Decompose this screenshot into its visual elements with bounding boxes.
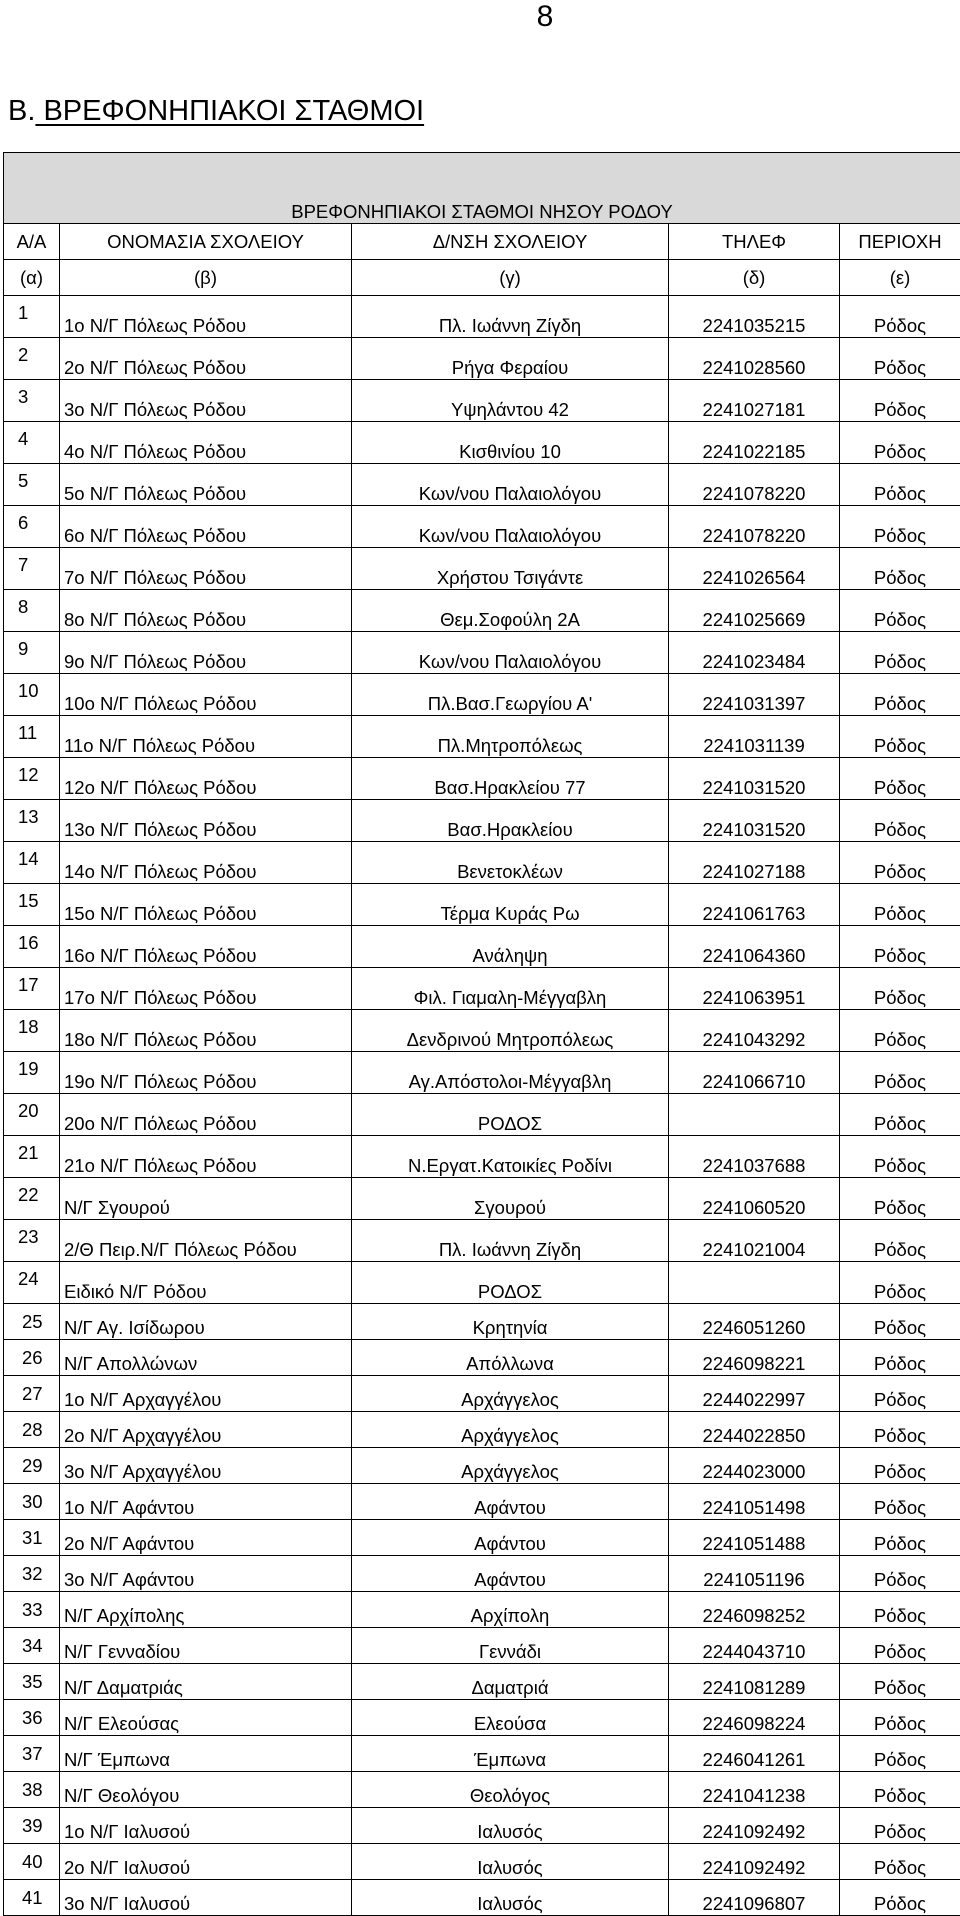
table-row [4,296,960,338]
school-name: 1ο Ν/Γ Ιαλυσού [60,1808,352,1844]
area-name: Ρόδος [840,800,960,842]
phone-number: 2241028560 [669,338,840,380]
school-address: ΡΟΔΟΣ [352,1262,669,1304]
area-name: Ρόδος [840,1880,960,1916]
row-number: 34 [4,1628,60,1664]
school-address: Κων/νου Παλαιολόγου [352,464,669,506]
area-name: Ρόδος [840,632,960,674]
area-name: Ρόδος [840,926,960,968]
area-name: Ρόδος [840,1136,960,1178]
row-number: 13 [4,800,60,842]
phone-number: 2241092492 [669,1808,840,1844]
row-number: 30 [4,1484,60,1520]
row-number: 23 [4,1220,60,1262]
phone-number: 2241031520 [669,800,840,842]
school-address: Ανάληψη [352,926,669,968]
phone-number: 2244023000 [669,1448,840,1484]
table-row [4,338,960,380]
area-name: Ρόδος [840,380,960,422]
area-name: Ρόδος [840,1304,960,1340]
school-address: Ελεούσα [352,1700,669,1736]
row-number: 40 [4,1844,60,1880]
row-number: 6 [4,506,60,548]
row-number: 15 [4,884,60,926]
page-number: 8 [0,0,960,34]
school-name: 2/Θ Πειρ.Ν/Γ Πόλεως Ρόδου [60,1220,352,1262]
school-address: Δαματριά [352,1664,669,1700]
school-name: 9ο Ν/Γ Πόλεως Ρόδου [60,632,352,674]
row-number: 21 [4,1136,60,1178]
table-row [4,884,960,926]
school-name: 5ο Ν/Γ Πόλεως Ρόδου [60,464,352,506]
table-row [4,1262,960,1304]
phone-number: 2241060520 [669,1178,840,1220]
table-row [4,842,960,884]
phone-number: 2241092492 [669,1844,840,1880]
school-address: Ιαλυσός [352,1844,669,1880]
row-number: 36 [4,1700,60,1736]
table-row [4,926,960,968]
school-name: 10ο Ν/Γ Πόλεως Ρόδου [60,674,352,716]
row-number: 22 [4,1178,60,1220]
row-number: 8 [4,590,60,632]
phone-number [669,1094,840,1136]
table-title: ΒΡΕΦΟΝΗΠΙΑΚΟΙ ΣΤΑΘΜΟΙ ΝΗΣΟΥ ΡΟΔΟΥ [4,153,960,224]
school-name: 2ο Ν/Γ Αρχαγγέλου [60,1412,352,1448]
table-row [4,1010,960,1052]
table-row [4,1448,960,1484]
phone-number: 2241096807 [669,1880,840,1916]
school-name: 3ο Ν/Γ Πόλεως Ρόδου [60,380,352,422]
school-address: Αρχίπολη [352,1592,669,1628]
phone-number: 2241063951 [669,968,840,1010]
school-name: 14ο Ν/Γ Πόλεως Ρόδου [60,842,352,884]
school-address: Αρχάγγελος [352,1448,669,1484]
phone-number: 2246098221 [669,1340,840,1376]
area-name: Ρόδος [840,842,960,884]
phone-number: 2246098252 [669,1592,840,1628]
row-number: 19 [4,1052,60,1094]
table-row [4,968,960,1010]
phone-number: 2241022185 [669,422,840,464]
area-name: Ρόδος [840,1340,960,1376]
table-row [4,1880,960,1916]
table-row [4,1304,960,1340]
phone-number: 2246051260 [669,1304,840,1340]
table-row [4,1178,960,1220]
phone-number: 2241031520 [669,758,840,800]
table-row [4,590,960,632]
header-code-a: (α) [4,260,60,296]
school-name: 1ο Ν/Γ Αφάντου [60,1484,352,1520]
phone-number: 2241081289 [669,1664,840,1700]
row-number: 25 [4,1304,60,1340]
school-address: Πλ.Μητροπόλεως [352,716,669,758]
section-heading [8,94,424,128]
phone-number: 2241021004 [669,1220,840,1262]
school-name: 2ο Ν/Γ Πόλεως Ρόδου [60,338,352,380]
school-name: Ν/Γ Ελεούσας [60,1700,352,1736]
area-name: Ρόδος [840,1010,960,1052]
school-name: 16ο Ν/Γ Πόλεως Ρόδου [60,926,352,968]
table-row [4,1808,960,1844]
row-number: 14 [4,842,60,884]
area-name: Ρόδος [840,590,960,632]
phone-number: 2241031139 [669,716,840,758]
area-name: Ρόδος [840,716,960,758]
header-address: Δ/ΝΣΗ ΣΧΟΛΕΙΟΥ [352,224,669,260]
table-row [4,1340,960,1376]
phone-number: 2246098224 [669,1700,840,1736]
header-code-e: (ε) [840,260,960,296]
school-address: Πλ.Βασ.Γεωργίου Α' [352,674,669,716]
row-number: 27 [4,1376,60,1412]
school-address: Αγ.Απόστολοι-Μέγγαβλη [352,1052,669,1094]
row-number: 12 [4,758,60,800]
row-number: 33 [4,1592,60,1628]
phone-number: 2244043710 [669,1628,840,1664]
school-name: Ειδικό Ν/Γ Ρόδου [60,1262,352,1304]
school-name: Ν/Γ Δαματριάς [60,1664,352,1700]
school-name: 20ο Ν/Γ Πόλεως Ρόδου [60,1094,352,1136]
row-number: 3 [4,380,60,422]
table-header-codes-row [4,260,960,296]
phone-number: 2241061763 [669,884,840,926]
school-address: Χρήστου Τσιγάντε [352,548,669,590]
phone-number: 2241078220 [669,464,840,506]
row-number: 28 [4,1412,60,1448]
row-number: 41 [4,1880,60,1916]
header-area: ΠΕΡΙΟΧΗ [840,224,960,260]
table-row [4,1592,960,1628]
school-name: Ν/Γ Αρχίπολης [60,1592,352,1628]
school-name: Ν/Γ Αγ. Ισίδωρου [60,1304,352,1340]
row-number: 38 [4,1772,60,1808]
school-name: 12ο Ν/Γ Πόλεως Ρόδου [60,758,352,800]
table-row [4,1556,960,1592]
table-row [4,1094,960,1136]
school-name: Ν/Γ Θεολόγου [60,1772,352,1808]
phone-number: 2241041238 [669,1772,840,1808]
row-number: 20 [4,1094,60,1136]
area-name: Ρόδος [840,464,960,506]
area-name: Ρόδος [840,1178,960,1220]
phone-number: 2241037688 [669,1136,840,1178]
row-number: 16 [4,926,60,968]
row-number: 2 [4,338,60,380]
school-address: Κων/νου Παλαιολόγου [352,506,669,548]
row-number: 9 [4,632,60,674]
school-name: Ν/Γ Σγουρού [60,1178,352,1220]
phone-number: 2241066710 [669,1052,840,1094]
area-name: Ρόδος [840,1094,960,1136]
table-row [4,464,960,506]
header-aa: Α/Α [4,224,60,260]
school-address: Δενδρινού Μητροπόλεως [352,1010,669,1052]
row-number: 32 [4,1556,60,1592]
school-name: 2ο Ν/Γ Ιαλυσού [60,1844,352,1880]
area-name: Ρόδος [840,1844,960,1880]
school-address: Αρχάγγελος [352,1412,669,1448]
row-number: 39 [4,1808,60,1844]
area-name: Ρόδος [840,1556,960,1592]
table-row [4,716,960,758]
school-name: Ν/Γ Γενναδίου [60,1628,352,1664]
school-address: Φιλ. Γιαμαλη-Μέγγαβλη [352,968,669,1010]
row-number: 17 [4,968,60,1010]
row-number: 29 [4,1448,60,1484]
school-address: Ιαλυσός [352,1880,669,1916]
school-address: Γεννάδι [352,1628,669,1664]
school-name: 11ο Ν/Γ Πόλεως Ρόδου [60,716,352,758]
table-row [4,1736,960,1772]
phone-number: 2241027188 [669,842,840,884]
school-address: Θεμ.Σοφούλη 2Α [352,590,669,632]
area-name: Ρόδος [840,1520,960,1556]
school-name: 19ο Ν/Γ Πόλεως Ρόδου [60,1052,352,1094]
row-number: 31 [4,1520,60,1556]
area-name: Ρόδος [840,1808,960,1844]
section-letter: Β. [8,95,35,127]
area-name: Ρόδος [840,1664,960,1700]
area-name: Ρόδος [840,1772,960,1808]
row-number: 37 [4,1736,60,1772]
school-name: 4ο Ν/Γ Πόλεως Ρόδου [60,422,352,464]
area-name: Ρόδος [840,1052,960,1094]
row-number: 26 [4,1340,60,1376]
table-row [4,506,960,548]
school-address: Βασ.Ηρακλείου [352,800,669,842]
row-number: 35 [4,1664,60,1700]
phone-number: 2246041261 [669,1736,840,1772]
phone-number: 2241043292 [669,1010,840,1052]
table-row [4,1136,960,1178]
school-address: Απόλλωνα [352,1340,669,1376]
phone-number: 2241051196 [669,1556,840,1592]
area-name: Ρόδος [840,548,960,590]
table-row [4,380,960,422]
area-name: Ρόδος [840,1628,960,1664]
section-title [35,95,424,127]
section-title-text: ΒΡΕΦΟΝΗΠΙΑΚΟΙ ΣΤΑΘΜΟΙ [43,95,424,127]
area-name: Ρόδος [840,1736,960,1772]
school-address: Ιαλυσός [352,1808,669,1844]
phone-number: 2241027181 [669,380,840,422]
area-name: Ρόδος [840,1376,960,1412]
table-row [4,1700,960,1736]
school-address: ΡΟΔΟΣ [352,1094,669,1136]
school-address: Ρήγα Φεραίου [352,338,669,380]
area-name: Ρόδος [840,1412,960,1448]
school-name: 21ο Ν/Γ Πόλεως Ρόδου [60,1136,352,1178]
table-row [4,632,960,674]
table-row [4,1772,960,1808]
phone-number: 2241051488 [669,1520,840,1556]
row-number: 11 [4,716,60,758]
row-number: 4 [4,422,60,464]
school-address: Κων/νου Παλαιολόγου [352,632,669,674]
area-name: Ρόδος [840,1484,960,1520]
school-name: 1ο Ν/Γ Αρχαγγέλου [60,1376,352,1412]
school-name: 3ο Ν/Γ Αρχαγγέλου [60,1448,352,1484]
area-name: Ρόδος [840,1448,960,1484]
area-name: Ρόδος [840,968,960,1010]
phone-number: 2241025669 [669,590,840,632]
phone-number [669,1262,840,1304]
school-name: 13ο Ν/Γ Πόλεως Ρόδου [60,800,352,842]
school-name: 18ο Ν/Γ Πόλεως Ρόδου [60,1010,352,1052]
school-name: 8ο Ν/Γ Πόλεως Ρόδου [60,590,352,632]
phone-number: 2241051498 [669,1484,840,1520]
school-name: 3ο Ν/Γ Αφάντου [60,1556,352,1592]
school-address: Πλ. Ιωάννη Ζίγδη [352,1220,669,1262]
table-row [4,1520,960,1556]
header-name: ΟΝΟΜΑΣΙΑ ΣΧΟΛΕΙΟΥ [60,224,352,260]
school-address: Ν.Εργατ.Κατοικίες Ροδίνι [352,1136,669,1178]
table-row [4,800,960,842]
phone-number: 2241031397 [669,674,840,716]
school-address: Σγουρού [352,1178,669,1220]
school-name: Ν/Γ Έμπωνα [60,1736,352,1772]
table-row [4,1664,960,1700]
school-address: Κισθινίου 10 [352,422,669,464]
table-row [4,1628,960,1664]
table-title-row [4,153,960,224]
school-address: Τέρμα Κυράς Ρω [352,884,669,926]
area-name: Ρόδος [840,338,960,380]
area-name: Ρόδος [840,674,960,716]
row-number: 5 [4,464,60,506]
school-address: Αφάντου [352,1520,669,1556]
table-row [4,1220,960,1262]
school-name: 7ο Ν/Γ Πόλεως Ρόδου [60,548,352,590]
table-row [4,1484,960,1520]
school-address: Βενετοκλέων [352,842,669,884]
school-name: 1ο Ν/Γ Πόλεως Ρόδου [60,296,352,338]
school-name: 6ο Ν/Γ Πόλεως Ρόδου [60,506,352,548]
phone-number: 2244022850 [669,1412,840,1448]
table-header-row [4,224,960,260]
table-row [4,548,960,590]
area-name: Ρόδος [840,1700,960,1736]
school-address: Αρχάγγελος [352,1376,669,1412]
phone-number: 2241026564 [669,548,840,590]
school-name: 17ο Ν/Γ Πόλεως Ρόδου [60,968,352,1010]
school-address: Θεολόγος [352,1772,669,1808]
header-code-b: (β) [60,260,352,296]
area-name: Ρόδος [840,1262,960,1304]
phone-number: 2244022997 [669,1376,840,1412]
header-phone: ΤΗΛΕΦ [669,224,840,260]
area-name: Ρόδος [840,758,960,800]
school-address: Πλ. Ιωάννη Ζίγδη [352,296,669,338]
phone-number: 2241078220 [669,506,840,548]
row-number: 7 [4,548,60,590]
row-number: 24 [4,1262,60,1304]
area-name: Ρόδος [840,884,960,926]
phone-number: 2241023484 [669,632,840,674]
row-number: 18 [4,1010,60,1052]
school-address: Έμπωνα [352,1736,669,1772]
header-code-d: (δ) [669,260,840,296]
school-address: Βασ.Ηρακλείου 77 [352,758,669,800]
area-name: Ρόδος [840,1220,960,1262]
school-address: Κρητηνία [352,1304,669,1340]
table-row [4,1376,960,1412]
school-name: Ν/Γ Απολλώνων [60,1340,352,1376]
table-row [4,674,960,716]
table-row [4,1052,960,1094]
area-name: Ρόδος [840,506,960,548]
header-code-c: (γ) [352,260,669,296]
table-row [4,422,960,464]
table-row [4,758,960,800]
area-name: Ρόδος [840,422,960,464]
school-name: 3ο Ν/Γ Ιαλυσού [60,1880,352,1916]
area-name: Ρόδος [840,296,960,338]
row-number: 1 [4,296,60,338]
school-name: 15ο Ν/Γ Πόλεως Ρόδου [60,884,352,926]
area-name: Ρόδος [840,1592,960,1628]
phone-number: 2241064360 [669,926,840,968]
school-address: Αφάντου [352,1484,669,1520]
row-number: 10 [4,674,60,716]
school-address: Αφάντου [352,1556,669,1592]
table-row [4,1844,960,1880]
school-name: 2ο Ν/Γ Αφάντου [60,1520,352,1556]
phone-number: 2241035215 [669,296,840,338]
table-row [4,1412,960,1448]
nurseries-table [3,152,960,1916]
school-address: Υψηλάντου 42 [352,380,669,422]
